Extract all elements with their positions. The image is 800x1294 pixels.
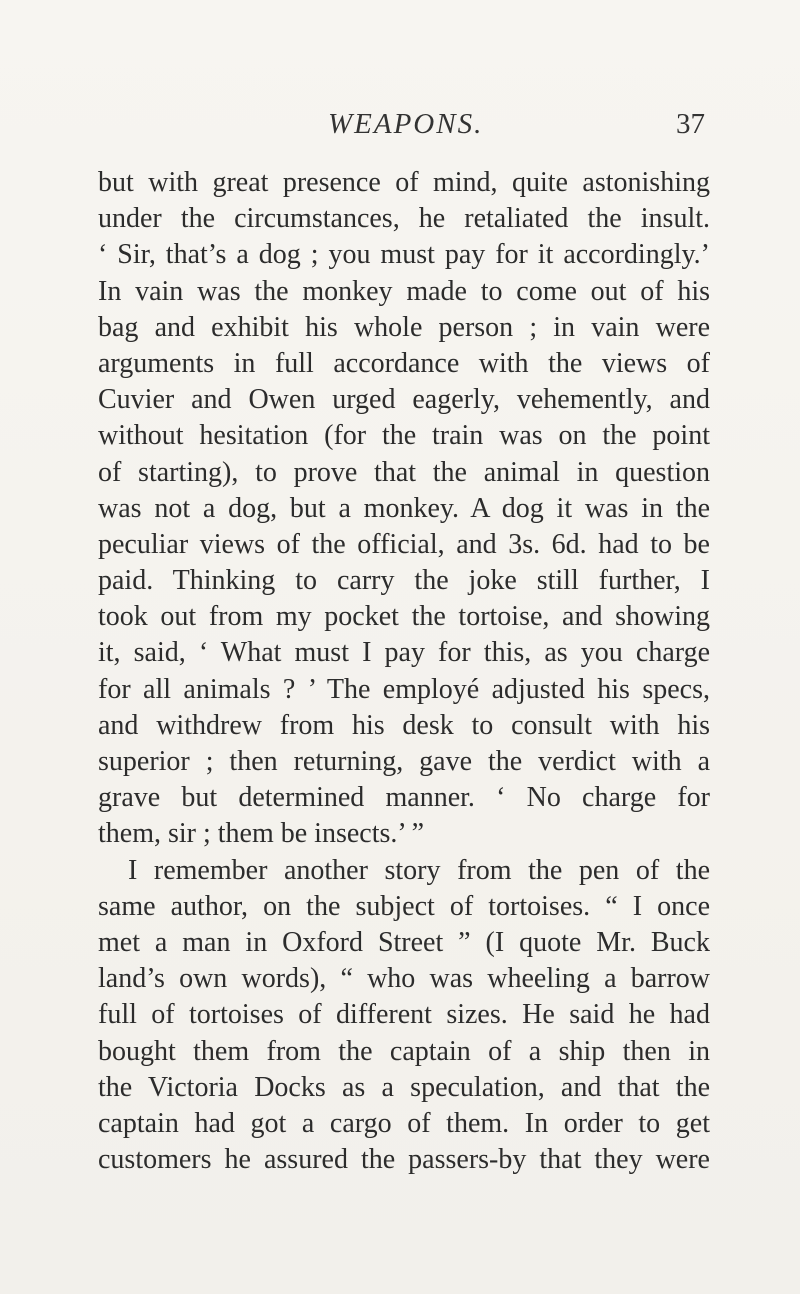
text-line: met a man in Oxford Street ” (I quote Mr. Buck <box>98 926 710 958</box>
text-line: peculiar views of the official, and 3s. 6d. had to be <box>98 528 710 560</box>
text-line: grave but determined manner. ‘ No charge for <box>98 782 710 814</box>
text-line: I remember another story from the pen of the <box>128 854 710 886</box>
page-number: 37 <box>676 108 705 140</box>
body-text <box>98 165 710 1178</box>
text-line: without hesitation (for the train was on the point <box>98 420 710 452</box>
text-line: bought them from the captain of a ship then in <box>98 1035 710 1067</box>
text-line: land’s own words), “ who was wheeling a barrow <box>98 963 710 995</box>
text-line: the Victoria Docks as a speculation, and that the <box>98 1071 710 1103</box>
text-line: superior ; then returning, gave the verdict with a <box>98 746 710 777</box>
text-line: full of tortoises of different sizes. He said he had <box>98 999 710 1031</box>
text-line: customers he assured the passers-by that they were <box>98 1144 710 1176</box>
text-line: was not a dog, but a monkey. A dog it was in the <box>98 492 710 524</box>
text-line: for all animals ? ’ The employé adjusted his specs, <box>98 673 710 705</box>
text-line: of starting), to prove that the animal in question <box>98 456 710 488</box>
text-line: Cuvier and Owen urged eagerly, vehemently, and <box>98 384 710 416</box>
text-line: and withdrew from his desk to consult with his <box>98 709 710 741</box>
text-line: same author, on the subject of tortoises. “ I once <box>98 890 710 922</box>
text-line: In vain was the monkey made to come out of his <box>98 275 710 307</box>
text-line: ‘ Sir, that’s a dog ; you must pay for it accordingly.’ <box>98 239 710 271</box>
text-line: captain had got a cargo of them. In order to get <box>98 1107 710 1139</box>
text-line: paid. Thinking to carry the joke still further, I <box>98 565 710 597</box>
text-line: them, sir ; them be insects.’ ” <box>98 818 425 850</box>
text-line: but with great presence of mind, quite astonishing <box>98 167 710 198</box>
text-line: took out from my pocket the tortoise, and showing <box>98 601 710 633</box>
text-line: arguments in full accordance with the views of <box>98 347 710 379</box>
text-line: under the circumstances, he retaliated the insult. <box>98 203 710 235</box>
text-line: it, said, ‘ What must I pay for this, as you charge <box>98 637 710 669</box>
running-head: WEAPONS. <box>328 108 484 140</box>
text-line: bag and exhibit his whole person ; in vain were <box>98 311 710 343</box>
